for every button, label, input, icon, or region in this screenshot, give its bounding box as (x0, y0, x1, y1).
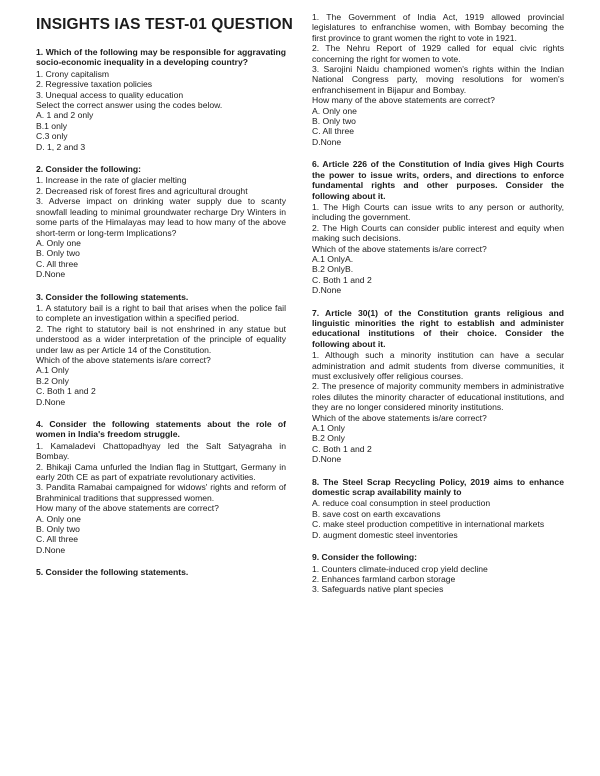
left-column (36, 12, 293, 590)
question-statement: 2. The Nehru Report of 1929 called for equal civic rights concerning the right for women to vote. (312, 43, 564, 64)
question-statement: How many of the above statements are correct? (36, 503, 219, 514)
answer-option: A. Only one (36, 513, 81, 524)
question-statement: 1. Crony capitalism (36, 68, 110, 79)
answer-option: B. Only two (312, 116, 356, 127)
answer-option: B. save cost on earth excavations (312, 508, 441, 519)
question-block (36, 47, 286, 152)
answer-option: C. make steel production competitive in international markets (312, 519, 545, 530)
answer-option: D.None (36, 396, 66, 407)
question-block (312, 159, 564, 295)
document-title: INSIGHTS IAS TEST-01 QUESTION (36, 16, 293, 33)
question-block (36, 567, 286, 577)
question-statement: Which of the above statements is/are correct? (312, 243, 487, 254)
question-statement: 2. Decreased risk of forest fires and agricultural drought (36, 185, 248, 196)
question-statement: Which of the above statements is/are correct? (312, 412, 487, 423)
answer-option: D. 1, 2 and 3 (36, 141, 86, 152)
question-block (36, 419, 286, 555)
answer-option: D. augment domestic steel inventories (312, 529, 458, 540)
question-title: 5. Consider the following statements. (36, 567, 189, 578)
answer-option: D.None (36, 544, 66, 555)
question-title: 4. Consider the following statements about the role of women in India's freedom struggle. (36, 419, 286, 440)
answer-option: B.2 Only (36, 375, 69, 386)
question-block (36, 292, 286, 407)
answer-option: C.3 only (36, 131, 68, 142)
question-block (312, 308, 564, 465)
question-statement: 2. Bhikaji Cama unfurled the Indian flag in Stuttgart, Germany in early 20th CE as part of expatriate revolutionary activities. (36, 461, 286, 483)
answer-option: B.2 OnlyB. (312, 264, 354, 275)
question-block (36, 164, 286, 279)
question-statement: 2. The presence of majority community members in administrative roles dilutes the minority character of educational institutions, and they are no longer considered minority institutions. (312, 381, 564, 413)
question-statement: 1. Kamaladevi Chattopadhyay led the Salt Satyagraha in Bombay. (36, 440, 286, 462)
question-statement: 1. The High Courts can issue writs to any person or authority, including the government. (312, 201, 564, 223)
question-statement: Which of the above statements is/are correct? (36, 354, 211, 365)
question-statement: Select the correct answer using the codes below. (36, 100, 223, 111)
answer-option: A. 1 and 2 only (36, 110, 94, 121)
question-title: 7. Article 30(1) of the Constitution grants religious and linguistic minorities the right to establish and administer educational institutions of their choice. Consider the following about it. (312, 307, 564, 349)
answer-option: D.None (36, 269, 66, 280)
question-block (312, 477, 564, 540)
answer-option: B.2 Only (312, 433, 345, 444)
answer-option: C. Both 1 and 2 (312, 443, 372, 454)
question-statement: 1. A statutory bail is a right to bail that arises when the police fail to complete an investigation within a specified period. (36, 302, 286, 324)
answer-option: C. All three (36, 534, 79, 545)
answer-option: C. All three (312, 126, 355, 137)
question-statement: 2. Regressive taxation policies (36, 79, 153, 90)
question-statement: 1. Increase in the rate of glacier melting (36, 175, 187, 186)
question-statement: 1. Although such a minority institution can have a secular administration and admit students from diverse communities, it must exclusively offer religious courses. (312, 350, 564, 381)
answer-option: D.None (312, 285, 342, 296)
answer-option: C. Both 1 and 2 (312, 274, 372, 285)
question-title: 1. Which of the following may be responsible for aggravating socio-economic inequality in a developing country? (36, 47, 286, 68)
answer-option: D.None (312, 454, 342, 465)
answer-option: C. All three (36, 258, 79, 269)
question-block (312, 552, 564, 595)
answer-option: C. Both 1 and 2 (36, 386, 96, 397)
question-statement: 3. Safeguards native plant species (312, 584, 444, 595)
question-statement: 3. Unequal access to quality education (36, 89, 184, 100)
answer-option: A. reduce coal consumption in steel production (312, 498, 491, 509)
question-title: 9. Consider the following: (312, 552, 418, 563)
answer-option: B. Only two (36, 524, 80, 535)
answer-option: A.1 Only (312, 423, 345, 434)
question-title: 6. Article 226 of the Constitution of India gives High Courts the power to issue writs, orders, and directions to enforce fundamental rights and other purposes. Consider the following about it. (312, 159, 564, 201)
answer-option: B.1 only (36, 120, 68, 131)
question-statement: 1. The Government of India Act, 1919 allowed provincial legislatures to enfranchise women, with Bombay becoming the first province to grant women the right to vote in 1921. (312, 12, 564, 43)
question-title: 3. Consider the following statements. (36, 291, 189, 302)
answer-option: A.1 Only (36, 365, 69, 376)
question-statement: How many of the above statements are correct? (312, 95, 495, 106)
question-statement: 3. Pandita Ramabai campaigned for widows' rights and reform of Brahminical traditions that suppressed women. (36, 482, 286, 503)
question-block (312, 12, 564, 147)
answer-option: A. Only one (312, 105, 357, 116)
question-title: 2. Consider the following: (36, 164, 142, 175)
answer-option: D.None (312, 136, 342, 147)
question-statement: 1. Counters climate-induced crop yield decline (312, 563, 488, 574)
right-column (312, 12, 564, 607)
question-statement: 3. Sarojini Naidu championed women's rights within the Indian National Congress party, moving resolutions for women's enfranchisement in Bijapur and Bombay. (312, 64, 564, 95)
question-statement: 2. The right to statutory bail is not enshrined in any statue but understood as a wider interpretation of the principle of equality under law as per Article 14 of the Constitution. (36, 323, 286, 355)
answer-option: A.1 OnlyA. (312, 253, 354, 264)
question-statement: 2. The High Courts can consider public interest and equity when making such decisions. (312, 222, 564, 244)
answer-option: B. Only two (36, 248, 80, 259)
answer-option: A. Only one (36, 237, 81, 248)
question-statement: 2. Enhances farmland carbon storage (312, 573, 456, 584)
question-statement: 3. Adverse impact on drinking water supply due to scanty snowfall leading to minimal groundwater recharge Dry Winters in some parts of the Himalayas may lead to how many of the above short-term or long-term Implications? (36, 196, 286, 238)
question-title: 8. The Steel Scrap Recycling Policy, 2019 aims to enhance domestic scrap availability mainly to (312, 476, 564, 498)
